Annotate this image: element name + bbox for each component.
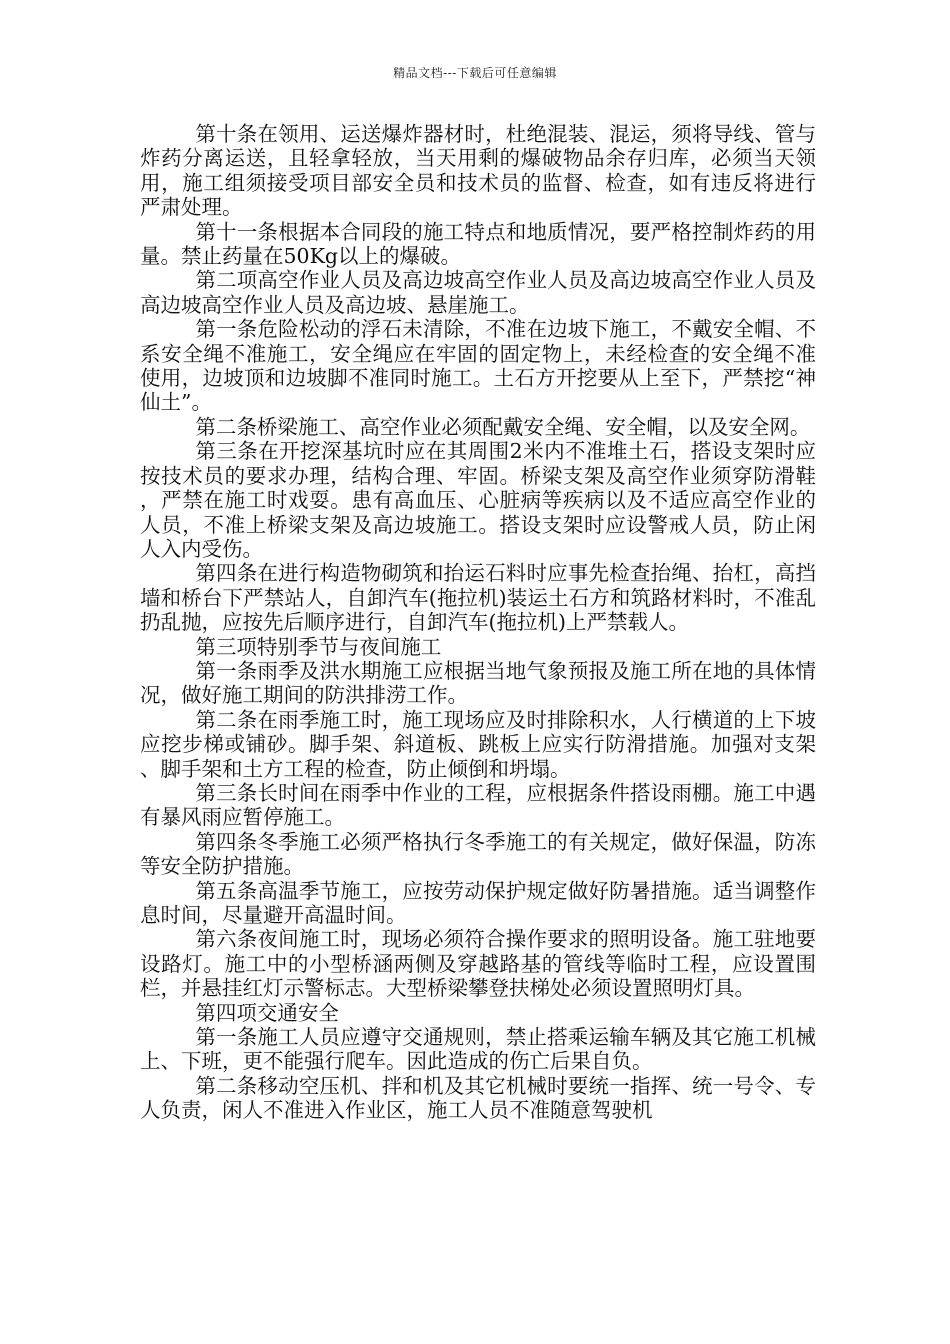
paragraph-seasonal-article-6: 第六条夜间施工时，现场必须符合操作要求的照明设备。施工驻地要设路灯。施工中的小型桥涵两侧及穿越路基的管线等临时工程，应设置围栏，并悬挂红灯示警标志。大型桥梁攀登扶梯处必须设置照明灯具。 xyxy=(140,927,816,1001)
paragraph-high-altitude-article-1: 第一条危险松动的浮石未清除，不准在边坡下施工，不戴安全帽、不系安全绳不准施工，安全绳应在牢固的固定物上，未经检查的安全绳不准使用，边坡顶和边坡脚不准同时施工。土石方开挖要从上至下，严禁挖“神仙土”。 xyxy=(140,317,816,415)
paragraph-seasonal-article-5: 第五条高温季节施工，应按劳动保护规定做好防暑措施。适当调整作息时间，尽量避开高温时间。 xyxy=(140,878,816,927)
section-heading-high-altitude: 第二项高空作业人员及高边坡高空作业人员及高边坡高空作业人员及高边坡高空作业人员及高边坡、悬崖施工。 xyxy=(140,268,816,317)
paragraph-high-altitude-article-2: 第二条桥梁施工、高空作业必须配戴安全绳、安全帽，以及安全网。 xyxy=(195,414,811,439)
paragraph-traffic-article-1: 第一条施工人员应遵守交通规则，禁止搭乘运输车辆及其它施工机械上、下班，更不能强行爬车。因此造成的伤亡后果自负。 xyxy=(140,1025,816,1074)
paragraph-high-altitude-article-4: 第四条在进行构造物砌筑和抬运石料时应事先检查抬绳、抬杠，高挡墙和桥台下严禁站人，自卸汽车(拖拉机)装运土石方和筑路材料时，不准乱扔乱抛，应按先后顺序进行，自卸汽车(拖拉机)上严禁载人。 xyxy=(140,561,816,635)
paragraph-seasonal-article-1: 第一条雨季及洪水期施工应根据当地气象预报及施工所在地的具体情况，做好施工期间的防洪排涝工作。 xyxy=(140,658,816,708)
section-heading-traffic-safety: 第四项交通安全 xyxy=(195,1000,339,1025)
paragraph-high-altitude-article-3: 第三条在开挖深基坑时应在其周围2米内不准堆土石，搭设支架时应按技术员的要求办理，结构合理、牢固。桥梁支架及高空作业须穿防滑鞋，严禁在施工时戏耍。患有高血压、心脏病等疾病以及不适应高空作业的人员，不准上桥梁支架及高边坡施工。搭设支架时应设警戒人员，防止闲人入内受伤。 xyxy=(140,439,816,561)
paragraph-seasonal-article-3: 第三条长时间在雨季中作业的工程，应根据条件搭设雨棚。施工中遇有暴风雨应暂停施工。 xyxy=(140,780,816,830)
paragraph-traffic-article-2: 第二条移动空压机、拌和机及其它机械时要统一指挥、统一号令、专人负责，闲人不准进入作业区，施工人员不准随意驾驶机 xyxy=(140,1073,816,1123)
section-heading-seasonal-night: 第三项特别季节与夜间施工 xyxy=(195,634,442,659)
paragraph-seasonal-article-4: 第四条冬季施工必须严格执行冬季施工的有关规定，做好保温，防冻等安全防护措施。 xyxy=(140,829,816,879)
document-body xyxy=(140,122,816,1123)
paragraph-article-10: 第十条在领用、运送爆炸器材时，杜绝混装、混运，须将导线、管与炸药分离运送，且轻拿轻放，当天用剩的爆破物品余存归库，必须当天领用，施工组须接受项目部安全员和技术员的监督、检查，如有违反将进行严肃处理。 xyxy=(140,122,816,220)
page-header: 精品文档---下载后可任意编辑 xyxy=(393,66,557,80)
paragraph-seasonal-article-2: 第二条在雨季施工时，施工现场应及时排除积水，人行横道的上下坡应挖步梯或铺砂。脚手架、斜道板、跳板上应实行防滑措施。加强对支架、脚手架和土方工程的检查，防止倾倒和坍塌。 xyxy=(140,707,816,781)
paragraph-article-11: 第十一条根据本合同段的施工特点和地质情况，要严格控制炸药的用量。禁止药量在50Kg以上的爆破。 xyxy=(140,219,816,269)
